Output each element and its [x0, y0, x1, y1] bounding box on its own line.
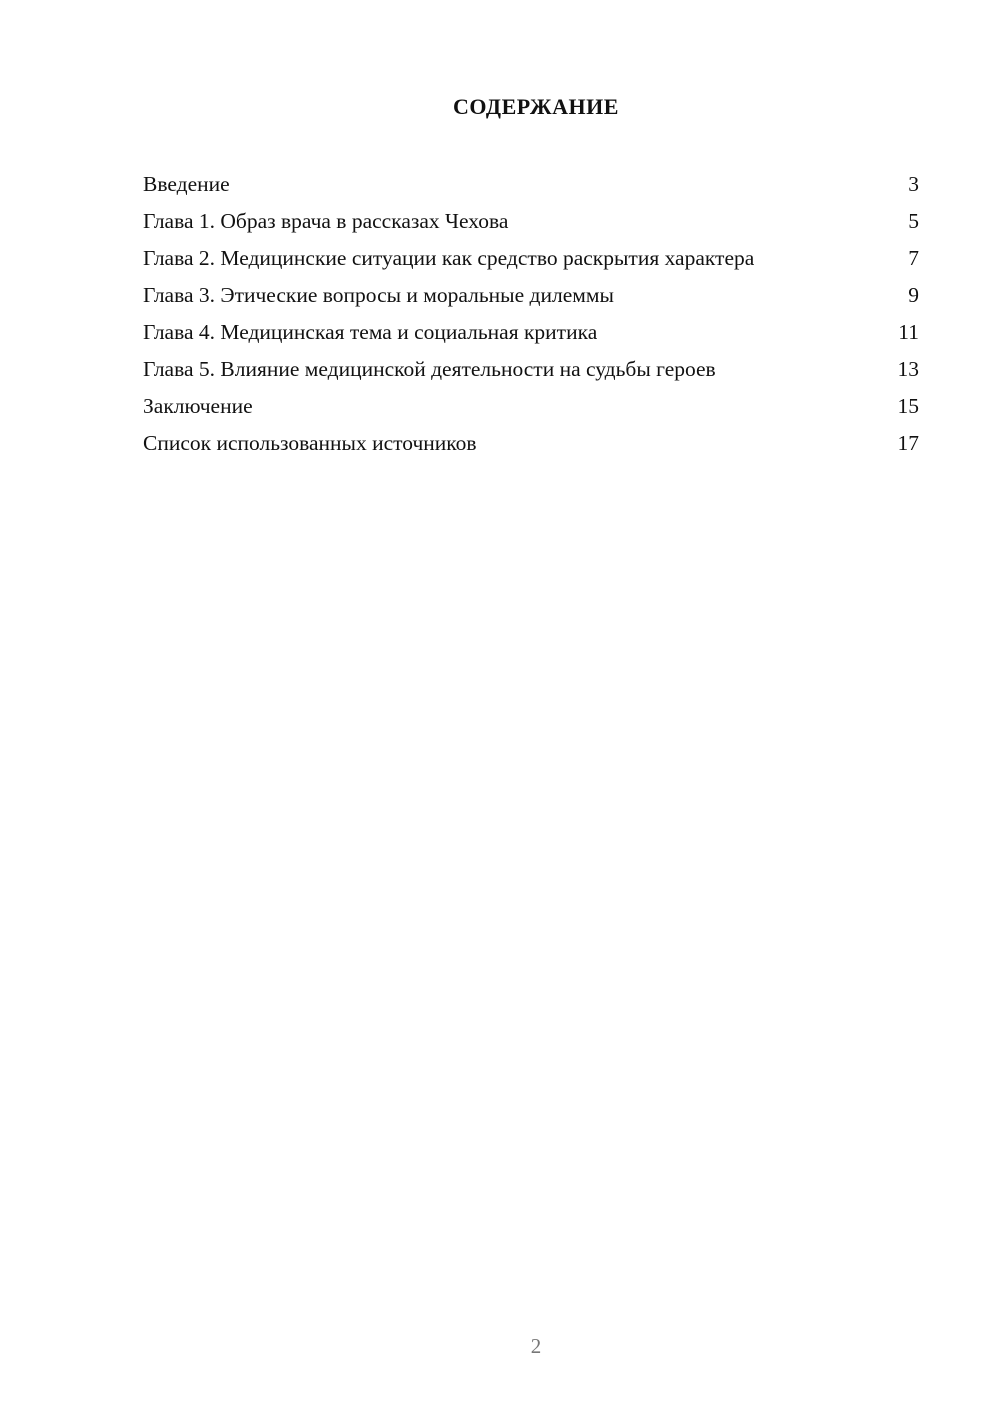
toc-entry-chapter-3	[143, 282, 919, 309]
table-of-contents	[143, 171, 919, 467]
toc-entry-introduction	[143, 171, 919, 198]
toc-entry-title: Список использованных источников	[143, 431, 477, 455]
toc-entry-page: 3	[908, 172, 919, 196]
toc-entry-chapter-1	[143, 208, 919, 235]
toc-entry-page: 7	[908, 246, 919, 270]
toc-entry-chapter-2	[143, 245, 919, 272]
toc-entry-title: Заключение	[143, 394, 253, 418]
toc-entry-page: 5	[908, 209, 919, 233]
toc-entry-title: Введение	[143, 172, 230, 196]
toc-entry-page: 9	[908, 283, 919, 307]
toc-entry-title: Глава 2. Медицинские ситуации как средство раскрытия характера	[143, 246, 755, 270]
toc-entry-page: 13	[897, 357, 919, 381]
page-title: СОДЕРЖАНИЕ	[453, 94, 619, 119]
toc-entry-title: Глава 1. Образ врача в рассказах Чехова	[143, 209, 509, 233]
toc-entry-page: 15	[897, 394, 919, 418]
toc-entry-page: 17	[897, 431, 919, 455]
toc-entry-page: 11	[898, 320, 919, 344]
toc-entry-chapter-5	[143, 356, 919, 383]
toc-entry-chapter-4	[143, 319, 919, 346]
toc-entry-references	[143, 430, 919, 457]
toc-entry-title: Глава 5. Влияние медицинской деятельности на судьбы героев	[143, 357, 716, 381]
toc-entry-title: Глава 3. Этические вопросы и моральные дилеммы	[143, 283, 614, 307]
toc-entry-title: Глава 4. Медицинская тема и социальная критика	[143, 320, 598, 344]
toc-entry-conclusion	[143, 393, 919, 420]
page-number: 2	[530, 1334, 542, 1358]
